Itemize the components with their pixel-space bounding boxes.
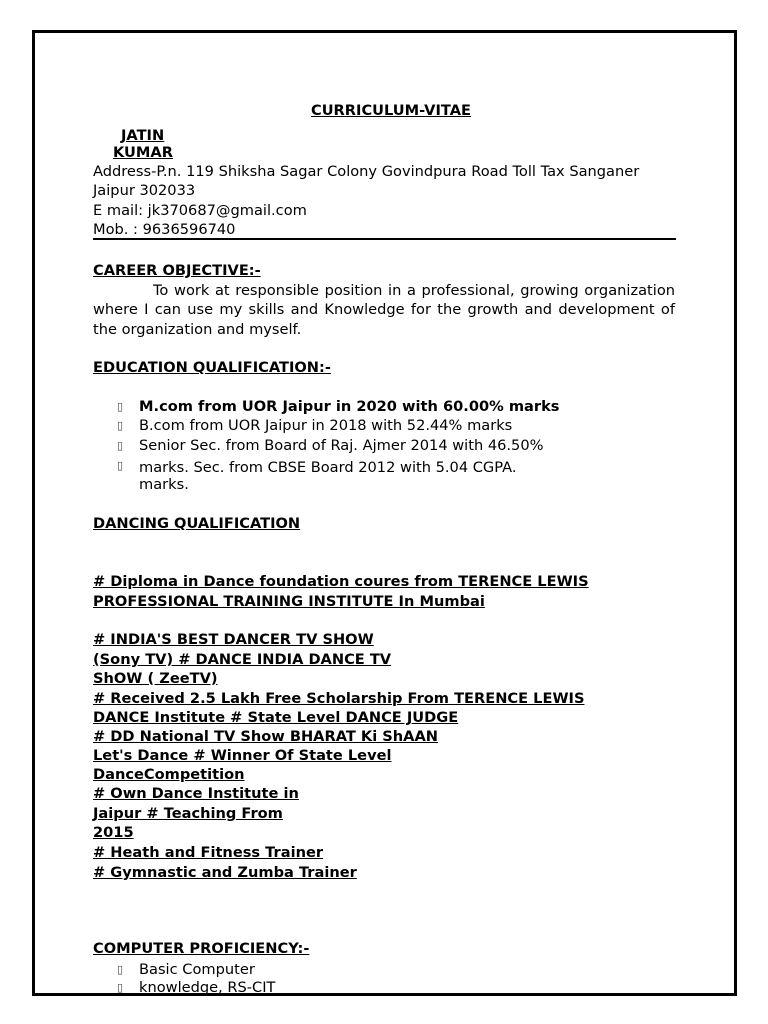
education-item: Senior Sec. from Board of Raj. Ajmer 2014 with 46.50% xyxy=(139,437,544,454)
dancing-line: 2015 xyxy=(93,824,134,841)
address-line-2: Jaipur 302033 xyxy=(93,182,196,200)
dancing-line: # Own Dance Institute in xyxy=(93,785,299,802)
dancing-line: (Sony TV) # DANCE INDIA DANCE TV xyxy=(93,651,392,668)
dancing-line: # Gymnastic and Zumba Trainer xyxy=(93,864,357,881)
name-first: JATIN xyxy=(121,127,165,144)
education-item-continued: marks. xyxy=(139,476,189,493)
dancing-line: # Received 2.5 Lakh Free Scholarship From TERENCE LEWIS xyxy=(93,690,585,707)
bullet-icon: ▯ xyxy=(116,459,124,472)
bullet-icon: ▯ xyxy=(116,400,124,413)
dancing-line: Jaipur # Teaching From xyxy=(93,805,283,822)
dancing-line: # INDIA'S BEST DANCER TV SHOW xyxy=(93,631,374,648)
education-item: M.com from UOR Jaipur in 2020 with 60.00% marks xyxy=(139,398,560,415)
education-item: marks. Sec. from CBSE Board 2012 with 5.04 CGPA. xyxy=(139,459,517,476)
dancing-line: DanceCompetition xyxy=(93,766,245,783)
mobile: Mob. : 9636596740 xyxy=(93,221,236,239)
career-objective-text: To work at responsible position in a professional, growing organization where I can use my skills and Knowledge for the growth and development of the organization and myself. xyxy=(93,282,675,338)
dancing-heading: DANCING QUALIFICATION xyxy=(93,515,301,532)
document-title: CURRICULUM-VITAE xyxy=(311,102,471,119)
bullet-icon: ▯ xyxy=(116,963,124,976)
bullet-icon: ▯ xyxy=(116,439,124,452)
dancing-line: # Diploma in Dance foundation coures from TERENCE LEWIS xyxy=(93,573,589,590)
contact-block xyxy=(93,162,639,240)
computer-item: knowledge, RS-CIT xyxy=(139,979,276,996)
dancing-line: PROFESSIONAL TRAINING INSTITUTE In Mumbai xyxy=(93,593,485,610)
bullet-icon: ▯ xyxy=(116,419,124,432)
career-objective-heading: CAREER OBJECTIVE:- xyxy=(93,262,261,279)
header-divider xyxy=(93,238,676,240)
education-heading: EDUCATION QUALIFICATION:- xyxy=(93,359,331,376)
dancing-line: # DD National TV Show BHARAT Ki ShAAN xyxy=(93,728,438,745)
email: E mail: jk370687@gmail.com xyxy=(93,201,307,219)
bullet-icon: ▯ xyxy=(116,981,124,994)
dancing-line: Let's Dance # Winner Of State Level xyxy=(93,747,392,764)
name-last: KUMAR xyxy=(113,144,173,161)
education-item: B.com from UOR Jaipur in 2018 with 52.44% marks xyxy=(139,417,513,434)
address-line-1: Address-P.n. 119 Shiksha Sagar Colony Govindpura Road Toll Tax Sanganer xyxy=(93,163,640,180)
dancing-line: ShOW ( ZeeTV) xyxy=(93,670,218,687)
dancing-line: # Heath and Fitness Trainer xyxy=(93,844,324,861)
dancing-line: DANCE Institute # State Level DANCE JUDGE xyxy=(93,709,459,726)
computer-item: Basic Computer xyxy=(139,961,255,978)
computer-heading: COMPUTER PROFICIENCY:- xyxy=(93,940,310,957)
